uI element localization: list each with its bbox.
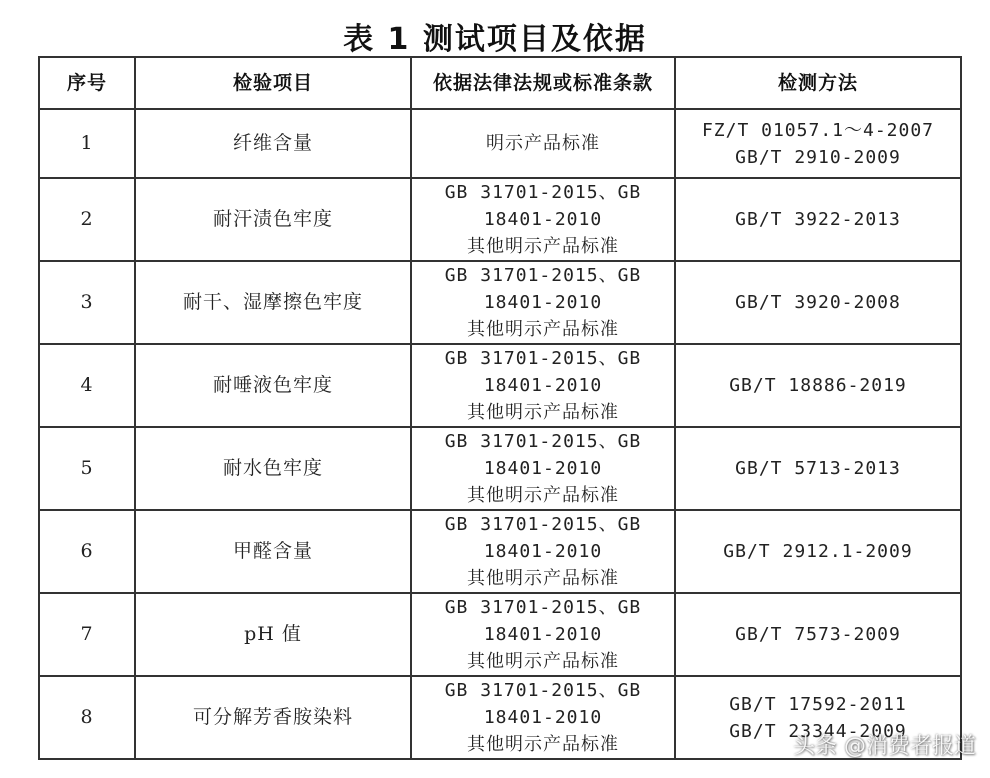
- table-row: [39, 261, 961, 344]
- test-method-line: GB/T 17592-2011: [729, 693, 907, 715]
- cell-test-item: 耐汗渍色牢度: [135, 178, 411, 261]
- legal-basis-line: 明示产品标准: [486, 133, 600, 154]
- cell-test-method: [675, 427, 961, 510]
- legal-basis-line: 其他明示产品标准: [467, 485, 619, 506]
- cell-legal-basis: [411, 427, 675, 510]
- legal-basis-line: GB 31701-2015、GB: [444, 265, 642, 286]
- table-row: [39, 510, 961, 593]
- test-method-line: GB/T 2910-2009: [735, 146, 901, 168]
- table-body: [39, 109, 961, 759]
- test-method-line: GB/T 3920-2008: [735, 292, 901, 313]
- legal-basis-line: 其他明示产品标准: [467, 651, 619, 672]
- cell-test-item: pH 值: [135, 593, 411, 676]
- cell-test-method: [675, 593, 961, 676]
- table-row: [39, 109, 961, 178]
- legal-basis-line: GB 31701-2015、GB: [444, 680, 642, 701]
- cell-legal-basis: [411, 593, 675, 676]
- test-method-line: GB/T 2912.1-2009: [723, 541, 913, 562]
- source-watermark: 头条 @消费者报道: [793, 734, 976, 759]
- legal-basis-line: 其他明示产品标准: [467, 319, 619, 340]
- legal-basis-line: 18401-2010: [483, 624, 603, 645]
- legal-basis-line: 18401-2010: [483, 541, 603, 562]
- cell-serial-number: 3: [39, 261, 135, 344]
- cell-legal-basis: [411, 510, 675, 593]
- test-method-line: FZ/T 01057.1～4-2007: [701, 119, 935, 141]
- header-serial-number: 序号: [39, 57, 135, 109]
- cell-serial-number: 2: [39, 178, 135, 261]
- test-method-line: GB/T 18886-2019: [729, 375, 907, 396]
- cell-test-method: [675, 344, 961, 427]
- cell-test-item: 耐唾液色牢度: [135, 344, 411, 427]
- legal-basis-line: 其他明示产品标准: [467, 734, 619, 755]
- test-items-table: [38, 56, 962, 760]
- legal-basis-line: 18401-2010: [483, 209, 603, 230]
- cell-test-item: 纤维含量: [135, 109, 411, 178]
- cell-test-method: [675, 178, 961, 261]
- document-title: 表 1 测试项目及依据: [343, 22, 647, 57]
- cell-legal-basis: [411, 261, 675, 344]
- cell-legal-basis: [411, 178, 675, 261]
- legal-basis-line: GB 31701-2015、GB: [444, 182, 642, 203]
- cell-test-item: 耐干、湿摩擦色牢度: [135, 261, 411, 344]
- header-legal-basis: 依据法律法规或标准条款: [411, 57, 675, 109]
- header-test-item: 检验项目: [135, 57, 411, 109]
- test-method-line: GB/T 7573-2009: [735, 624, 901, 645]
- cell-test-item: 甲醛含量: [135, 510, 411, 593]
- legal-basis-line: 18401-2010: [483, 458, 603, 479]
- table-row: [39, 427, 961, 510]
- cell-serial-number: 6: [39, 510, 135, 593]
- legal-basis-line: GB 31701-2015、GB: [444, 348, 642, 369]
- legal-basis-line: 其他明示产品标准: [467, 568, 619, 589]
- table-row: [39, 593, 961, 676]
- cell-serial-number: 8: [39, 676, 135, 759]
- legal-basis-line: 18401-2010: [483, 292, 603, 313]
- cell-test-method: [675, 261, 961, 344]
- test-method-line: GB/T 5713-2013: [735, 458, 901, 479]
- table-row: [39, 178, 961, 261]
- cell-serial-number: 4: [39, 344, 135, 427]
- test-method-line: GB/T 23344-2009: [729, 720, 907, 742]
- test-method-line: GB/T 3922-2013: [735, 209, 901, 230]
- table-row: [39, 344, 961, 427]
- legal-basis-line: 其他明示产品标准: [467, 402, 619, 423]
- cell-legal-basis: [411, 109, 675, 178]
- cell-test-method: [675, 109, 961, 178]
- cell-serial-number: 1: [39, 109, 135, 178]
- legal-basis-line: 18401-2010: [483, 375, 603, 396]
- header-test-method: 检测方法: [675, 57, 961, 109]
- legal-basis-line: GB 31701-2015、GB: [444, 597, 642, 618]
- cell-serial-number: 7: [39, 593, 135, 676]
- cell-test-item: 可分解芳香胺染料: [135, 676, 411, 759]
- cell-serial-number: 5: [39, 427, 135, 510]
- legal-basis-line: 其他明示产品标准: [467, 236, 619, 257]
- cell-legal-basis: [411, 344, 675, 427]
- table-header-row: [39, 57, 961, 109]
- legal-basis-line: GB 31701-2015、GB: [444, 431, 642, 452]
- legal-basis-line: GB 31701-2015、GB: [444, 514, 642, 535]
- cell-legal-basis: [411, 676, 675, 759]
- legal-basis-line: 18401-2010: [483, 707, 603, 728]
- cell-test-item: 耐水色牢度: [135, 427, 411, 510]
- cell-test-method: [675, 510, 961, 593]
